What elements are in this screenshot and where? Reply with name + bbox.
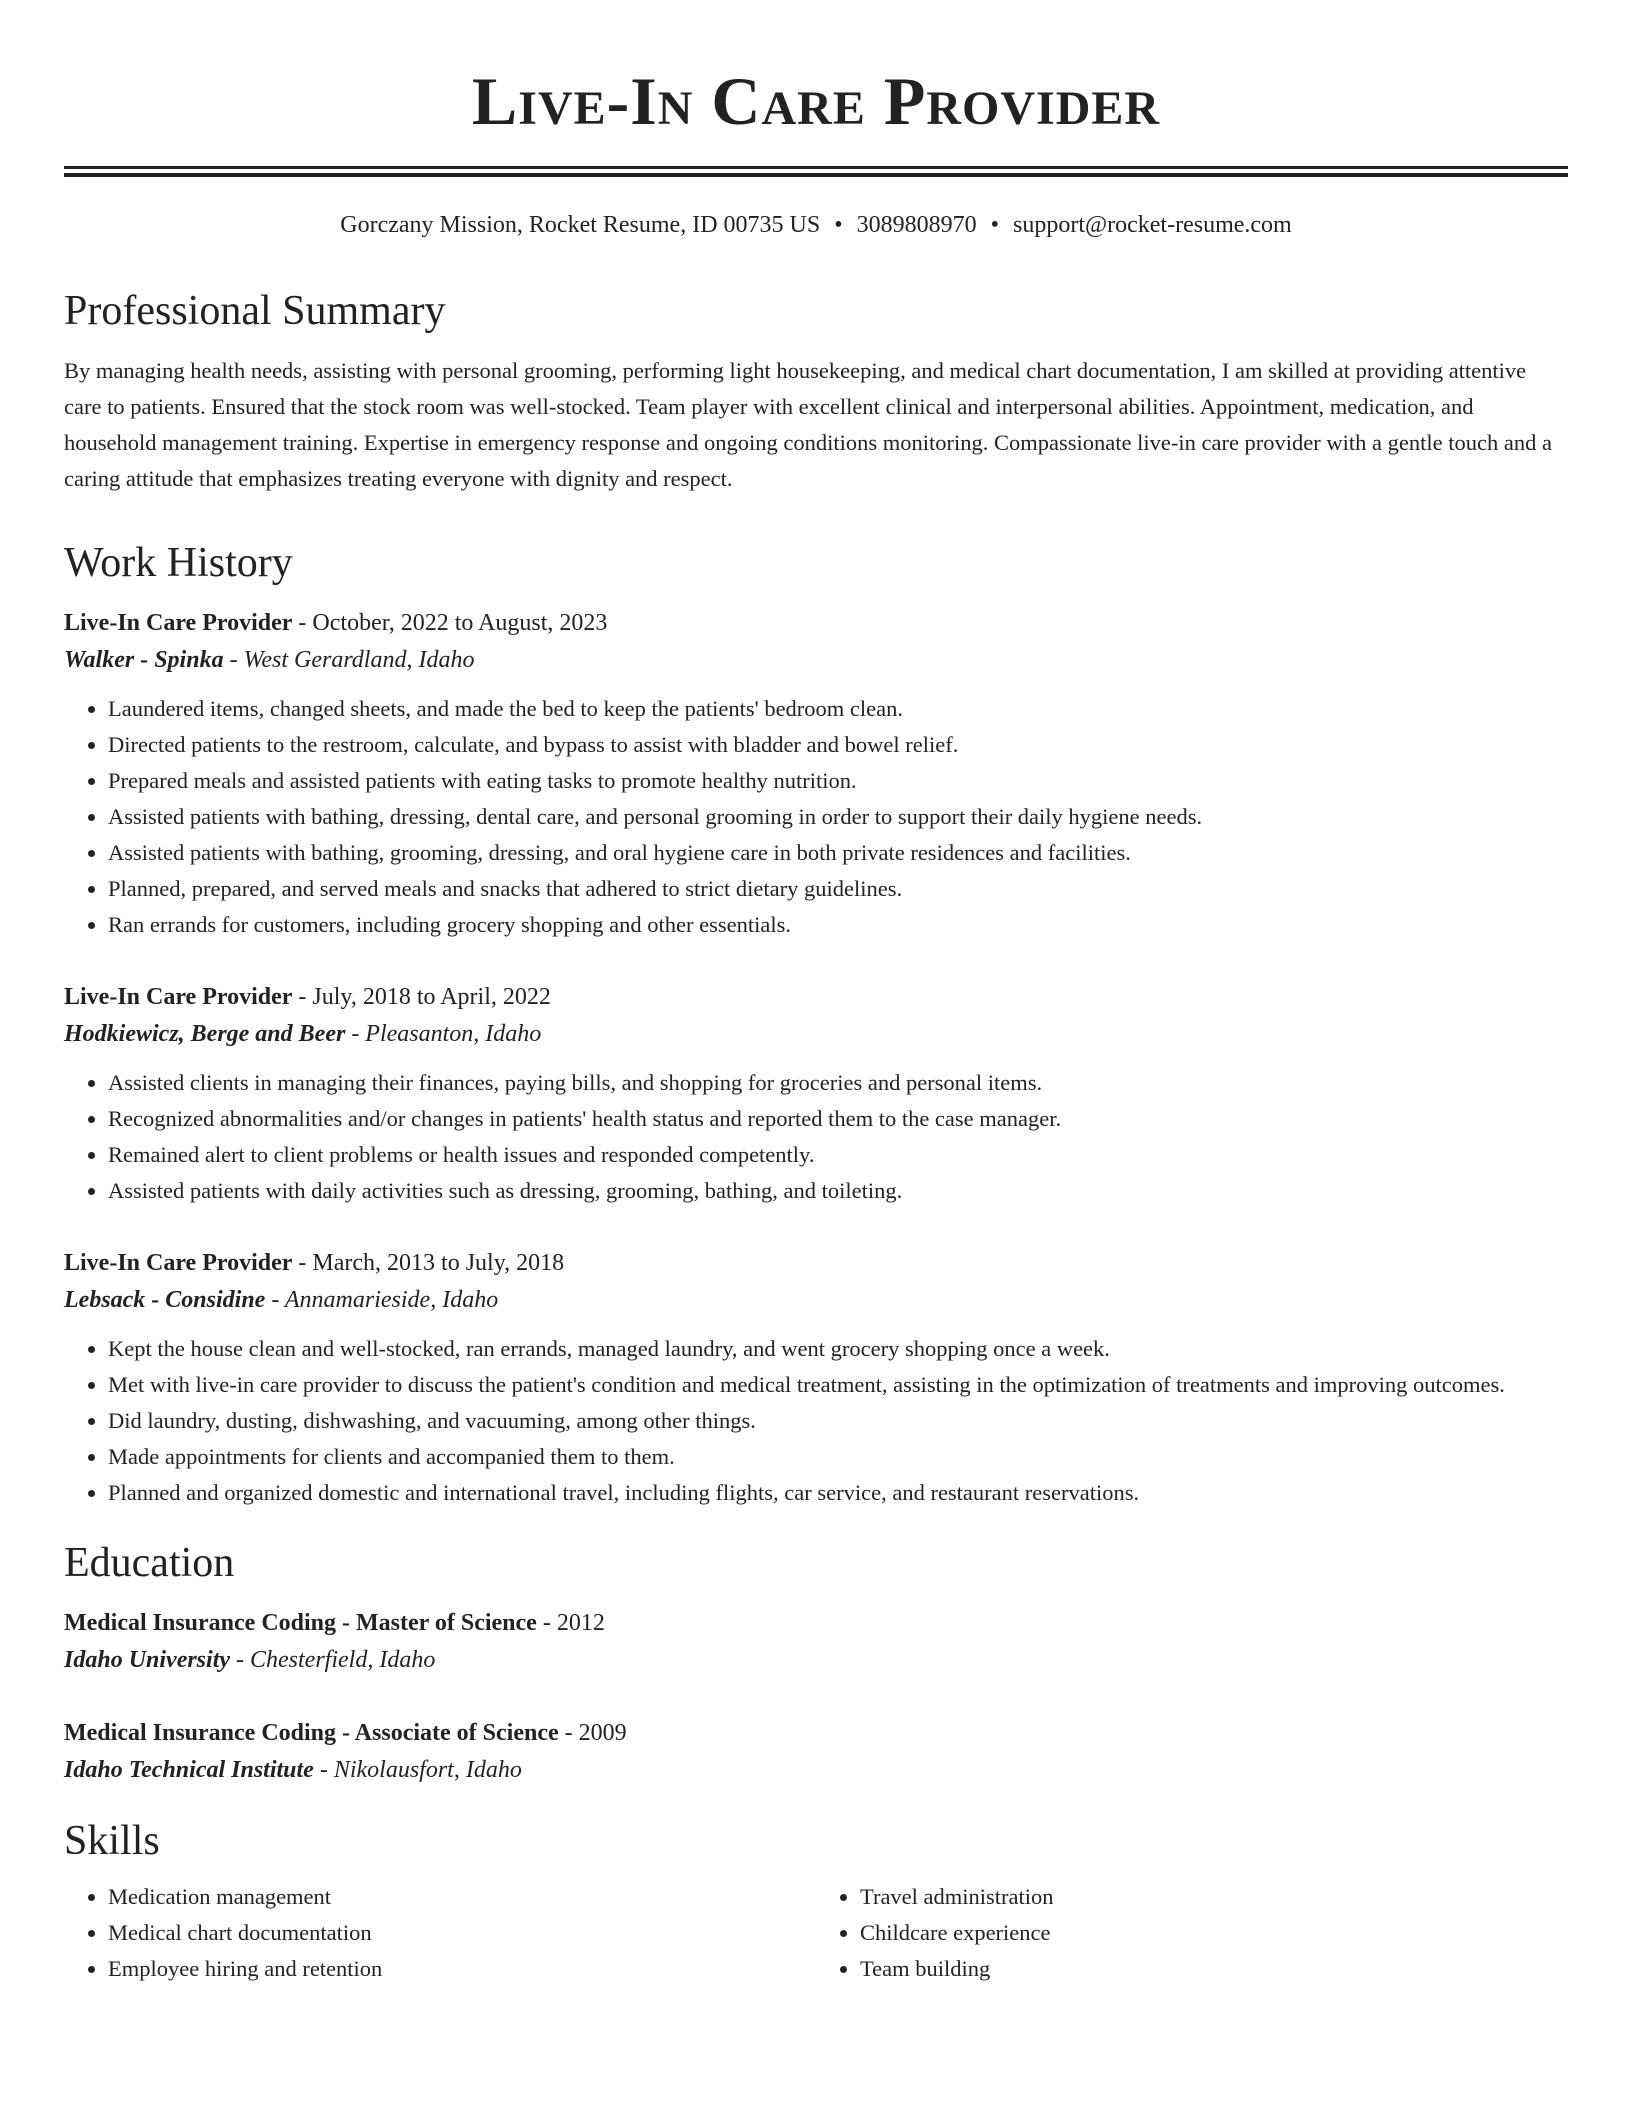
skill-item: • Employee hiring and retention: [108, 1951, 816, 1987]
job-company-line: [64, 641, 1568, 679]
education-degree: Medical Insurance Coding - Master of Science: [64, 1610, 537, 1636]
education-year: - 2009: [558, 1720, 627, 1746]
job-location: - Pleasanton, Idaho: [345, 1021, 542, 1047]
job-bullet: • Assisted patients with bathing, dressing, dental care, and personal grooming in order to support their daily hygiene needs.: [108, 799, 1568, 835]
job-title-line: [64, 979, 1568, 1015]
education-school: Idaho University: [64, 1647, 231, 1673]
skill-item: • Travel administration: [860, 1879, 1568, 1915]
job-dates: - July, 2018 to April, 2022: [292, 984, 551, 1010]
summary-heading: Professional Summary: [64, 288, 446, 334]
job-bullets: [64, 1331, 1568, 1511]
job-bullet: • Directed patients to the restroom, calculate, and bypass to assist with bladder and bowel relief.: [108, 727, 1568, 763]
work-history-heading: Work History: [64, 540, 293, 586]
contact-separator: •: [990, 212, 1000, 238]
job-title: Live-In Care Provider: [64, 1250, 293, 1276]
education-heading: Education: [64, 1540, 235, 1586]
skills-right-column: [816, 1879, 1568, 1987]
education-location: - Nikolausfort, Idaho: [313, 1757, 522, 1783]
education-degree-line: [64, 1605, 1568, 1641]
job-bullet: • Kept the house clean and well-stocked, ran errands, managed laundry, and went grocery shopping once a week.: [108, 1331, 1568, 1367]
job-bullet: • Prepared meals and assisted patients with eating tasks to promote healthy nutrition.: [108, 763, 1568, 799]
education-school: Idaho Technical Institute: [64, 1757, 314, 1783]
contact-phone: 3089808970: [856, 212, 977, 238]
job-bullets: [64, 691, 1568, 943]
job-company: Lebsack - Considine: [64, 1287, 266, 1313]
skill-item: • Childcare experience: [860, 1915, 1568, 1951]
skills-left-column: [64, 1879, 816, 1987]
work-history-section: [64, 537, 1568, 1511]
job-bullet: • Planned and organized domestic and international travel, including flights, car service, and restaurant reservations.: [108, 1475, 1568, 1511]
contact-address: Gorczany Mission, Rocket Resume, ID 00735 US: [340, 212, 821, 238]
education-entry: [64, 1715, 1568, 1789]
education-school-line: [64, 1751, 1568, 1789]
job-bullet: • Laundered items, changed sheets, and made the bed to keep the patients' bedroom clean.: [108, 691, 1568, 727]
education-entry: [64, 1605, 1568, 1679]
job-location: - West Gerardland, Idaho: [223, 647, 475, 673]
job-title-line: [64, 605, 1568, 641]
education-year: - 2012: [536, 1610, 605, 1636]
job-title-line: [64, 1245, 1568, 1281]
skill-item: • Team building: [860, 1951, 1568, 1987]
summary-text: By managing health needs, assisting with personal grooming, performing light housekeeping, and medical chart documentation, I am skilled at providing attentive care to patients. Ensured that the stock room was well-stocked. Team player with excellent clinical and interpersonal abilities. Appointment, medication, and household management training. Expertise in emergency response and ongoing conditions monitoring. Compassionate live-in care provider with a gentle touch and a caring attitude that emphasizes treating everyone with dignity and respect.: [64, 358, 1552, 491]
job-bullet: • Remained alert to client problems or health issues and responded competently.: [108, 1137, 1568, 1173]
education-school-line: [64, 1641, 1568, 1679]
job-title: Live-In Care Provider: [64, 610, 293, 636]
contact-line: [64, 209, 1568, 241]
summary-section: [64, 285, 1568, 497]
education-section: [64, 1537, 1568, 1789]
job-entry: [64, 1245, 1568, 1511]
job-bullet: • Did laundry, dusting, dishwashing, and vacuuming, among other things.: [108, 1403, 1568, 1439]
skill-item: • Medication management: [108, 1879, 816, 1915]
job-dates: - October, 2022 to August, 2023: [292, 610, 608, 636]
job-bullet: • Made appointments for clients and accompanied them to them.: [108, 1439, 1568, 1475]
job-bullet: • Assisted patients with bathing, grooming, dressing, and oral hygiene care in both private residences and facilities.: [108, 835, 1568, 871]
job-location: - Annamarieside, Idaho: [265, 1287, 499, 1313]
job-bullet: • Assisted clients in managing their finances, paying bills, and shopping for groceries and personal items.: [108, 1065, 1568, 1101]
header-divider: [64, 166, 1568, 177]
job-company-line: [64, 1281, 1568, 1319]
education-degree: Medical Insurance Coding - Associate of Science: [64, 1720, 559, 1746]
education-degree-line: [64, 1715, 1568, 1751]
job-bullet: • Planned, prepared, and served meals and snacks that adhered to strict dietary guidelines.: [108, 871, 1568, 907]
job-bullet: • Recognized abnormalities and/or changes in patients' health status and reported them to the case manager.: [108, 1101, 1568, 1137]
contact-email: support@rocket-resume.com: [1013, 212, 1292, 238]
job-bullet: • Assisted patients with daily activities such as dressing, grooming, bathing, and toileting.: [108, 1173, 1568, 1209]
contact-separator: •: [834, 212, 843, 238]
job-bullets: [64, 1065, 1568, 1209]
skill-item: • Medical chart documentation: [108, 1915, 816, 1951]
job-company: Hodkiewicz, Berge and Beer: [64, 1021, 346, 1047]
resume-name: Live-In Care Provider: [471, 63, 1161, 139]
job-bullet: • Ran errands for customers, including grocery shopping and other essentials.: [108, 907, 1568, 943]
education-location: - Chesterfield, Idaho: [230, 1647, 436, 1673]
job-bullet: • Met with live-in care provider to discuss the patient's condition and medical treatment, assisting in the optimization of treatments and improving outcomes.: [108, 1367, 1568, 1403]
skills-section: [64, 1815, 1568, 1987]
job-entry: [64, 979, 1568, 1209]
skills-heading: Skills: [64, 1818, 160, 1864]
job-company: Walker - Spinka: [64, 647, 224, 673]
job-dates: - March, 2013 to July, 2018: [292, 1250, 565, 1276]
job-title: Live-In Care Provider: [64, 984, 293, 1010]
skills-columns: [64, 1879, 1568, 1987]
job-company-line: [64, 1015, 1568, 1053]
job-entry: [64, 605, 1568, 943]
